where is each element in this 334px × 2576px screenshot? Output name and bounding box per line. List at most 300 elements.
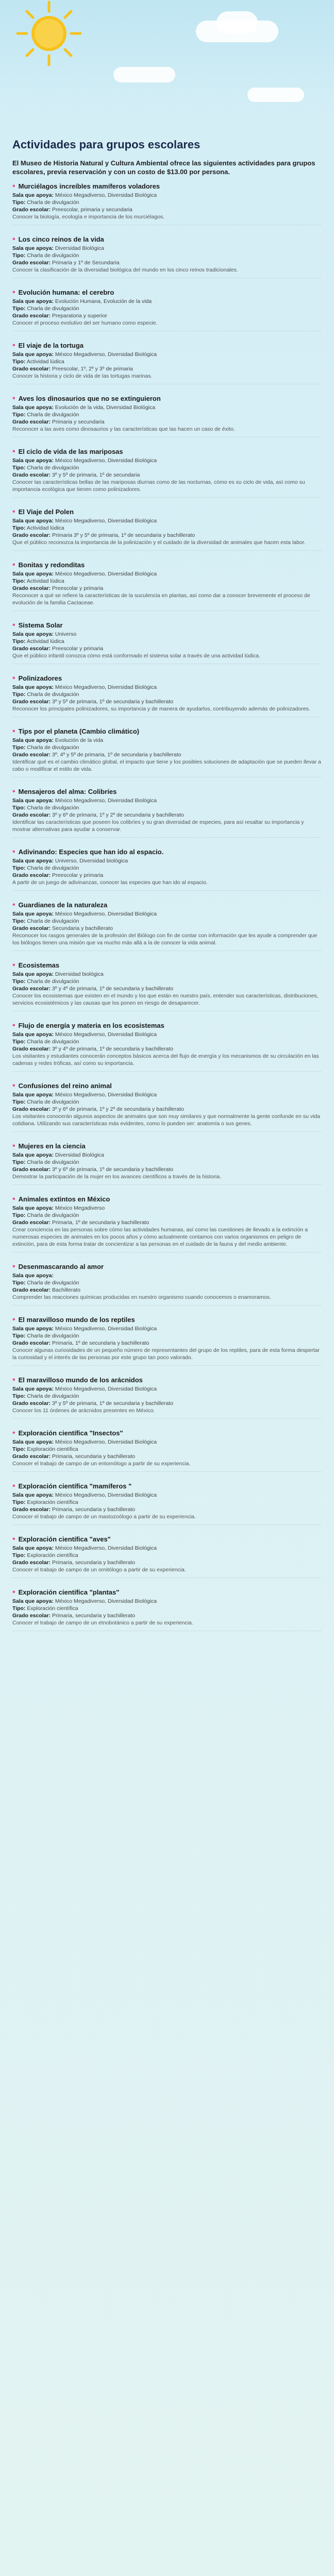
field-label: Tipo:: [12, 1393, 26, 1399]
activity-title-text: Desenmascarando al amor: [18, 1263, 104, 1270]
activity-grado: [12, 585, 322, 592]
activity-grado: [12, 751, 322, 758]
field-label: Sala que apoya:: [12, 1092, 54, 1098]
field-label: Grado escolar:: [12, 1453, 51, 1460]
activity-title: [12, 848, 322, 856]
activity-description: A partir de un juego de adivinanzas, conocer las especies que han ido al espacio.: [12, 879, 208, 886]
field-value: Evolución de la vida, Diversidad Biológica: [55, 404, 156, 411]
field-label: Grado escolar:: [12, 472, 51, 478]
divider: [12, 1365, 322, 1366]
bullet-icon: •: [12, 674, 15, 683]
field-label: Tipo:: [12, 805, 26, 811]
field-value: Primaria y secundaria: [52, 419, 105, 425]
activity-description: Conocer la historia y ciclo de vida de las tortugas marinas.: [12, 373, 153, 379]
field-label: Sala que apoya:: [12, 1205, 54, 1211]
activity-title-text: El ciclo de vida de las mariposas: [18, 448, 123, 455]
field-label: Tipo:: [12, 1159, 26, 1165]
activity-tipo: [12, 918, 322, 925]
field-value: Primaria, 1º de secundaria y bachillerato: [52, 1340, 149, 1346]
field-value: 3º y 4º de primaria, 1º de secundaria y bachillerato: [52, 1046, 174, 1052]
activity-item: [12, 1376, 322, 1419]
field-value: 3º y 5º de primaria, 1º de secundaria y bachillerato: [52, 1400, 174, 1406]
activity-title: [12, 508, 322, 516]
activity-tipo: [12, 865, 322, 872]
activity-title-text: Polinizadores: [18, 674, 62, 682]
activity-description: Conocer la clasificación de la diversidad biológica del mundo en los cinco reinos tradicionales.: [12, 267, 238, 273]
field-value: Actividad lúdica: [26, 359, 64, 365]
bullet-icon: •: [12, 1081, 15, 1090]
field-label: Grado escolar:: [12, 1106, 51, 1112]
activity-title-text: Murciélagos increíbles mamíferos voladores: [18, 182, 160, 190]
sun-icon: [15, 0, 82, 67]
activity-description: Conocer el trabajo de campo de un entomólogo a partir de su experiencia.: [12, 1461, 191, 1467]
activity-tipo: [12, 1279, 322, 1286]
activity-title: [12, 1195, 322, 1203]
activity-sala: [12, 245, 322, 252]
activity-grado: [12, 1453, 322, 1460]
activity-tipo: [12, 524, 322, 532]
field-label: Sala que apoya:: [12, 1031, 54, 1038]
field-label: Grado escolar:: [12, 699, 51, 705]
bullet-icon: •: [12, 1376, 15, 1384]
activity-description: Identificar qué es el cambio climático global, el impacto que tiene y los posibles soluciones de adaptación que se pueden llevar a cabo o modificar el estilo de vida.: [12, 759, 321, 772]
activity-item: [12, 395, 322, 437]
activity-title-text: Confusiones del reino animal: [18, 1082, 112, 1090]
activity-item: [12, 1429, 322, 1472]
activity-title-text: El viaje de la tortuga: [18, 342, 84, 349]
activity-title-text: Guardianes de la naturaleza: [18, 901, 108, 909]
field-label: Tipo:: [12, 1446, 26, 1452]
field-label: Sala que apoya:: [12, 911, 54, 917]
activity-sala: [12, 1438, 322, 1446]
bullet-icon: •: [12, 787, 15, 796]
field-value: México Megadiverso, Diversidad Biológica: [55, 1492, 157, 1498]
activity-sala: [12, 1151, 322, 1159]
field-label: Grado escolar:: [12, 646, 51, 652]
activity-tipo: [12, 1159, 322, 1166]
bullet-icon: •: [12, 1195, 15, 1204]
field-value: Charla de divulgación: [27, 1039, 79, 1045]
activity-tipo: [12, 305, 322, 312]
field-label: Tipo:: [12, 1039, 26, 1045]
activity-tipo: [12, 199, 322, 206]
activity-description: Conocer el trabajo de campo de un etnobotánico a partir de su experiencia.: [12, 1620, 193, 1626]
field-label: Grado escolar:: [12, 925, 51, 931]
activity-title-text: Tips por el planeta (Cambio climático): [18, 727, 140, 735]
activity-grado: [12, 1219, 322, 1226]
activity-item: [12, 961, 322, 1011]
field-label: Tipo:: [12, 1552, 26, 1558]
activity-sala: [12, 192, 322, 199]
activity-grado: [12, 1612, 322, 1619]
field-value: Charla de divulgación: [27, 691, 79, 698]
activity-tipo: [12, 691, 322, 698]
activity-sala: [12, 404, 322, 411]
field-label: Grado escolar:: [12, 872, 51, 878]
activity-grado: [12, 259, 322, 266]
field-value: Evolución Humana, Evolución de la vida: [55, 298, 152, 304]
field-label: Sala que apoya:: [12, 684, 54, 690]
field-value: México Megadiverso, Diversidad Biológica: [55, 1386, 157, 1392]
activity-grado: [12, 811, 322, 819]
activity-title: [12, 727, 322, 735]
divider: [12, 1131, 322, 1132]
field-label: Grado escolar:: [12, 260, 51, 266]
activity-description: Demostrar la participación de la mujer en los avances científicos a través de la historia.: [12, 1174, 222, 1180]
field-label: Grado escolar:: [12, 1340, 51, 1346]
field-value: México Megadiverso: [55, 1205, 105, 1211]
activity-item: [12, 674, 322, 717]
field-value: Primaria, secundaria y bachillerato: [52, 1560, 136, 1566]
field-value: Preparatoria y superior: [52, 313, 107, 319]
activity-item: [12, 508, 322, 551]
divider: [12, 1524, 322, 1525]
activity-title: [12, 621, 322, 629]
field-value: Primaria y 1º de Secundaria: [52, 260, 120, 266]
activity-description: Conocer el trabajo de campo de un ornitólogo a partir de su experiencia.: [12, 1567, 186, 1573]
activity-title-text: Exploración científica "aves": [18, 1535, 111, 1543]
field-value: Charla de divulgación: [27, 978, 79, 985]
activity-title-text: Mujeres en la ciencia: [18, 1142, 86, 1150]
activity-title-text: El Viaje del Polen: [18, 508, 74, 516]
activity-sala: [12, 570, 322, 578]
activity-tipo: [12, 1212, 322, 1219]
field-label: Tipo:: [12, 306, 26, 312]
activity-grado: [12, 985, 322, 992]
field-label: Sala que apoya:: [12, 518, 54, 524]
activity-item: [12, 848, 322, 891]
activity-description: Conocer el trabajo de campo de un mastozoólogo a partir de su experiencia.: [12, 1514, 196, 1520]
activity-title: [12, 961, 322, 969]
activity-item: [12, 1022, 322, 1072]
sky-header: [0, 0, 334, 124]
activity-grado: [12, 1286, 322, 1294]
activity-title: [12, 235, 322, 243]
activity-item: [12, 1316, 322, 1366]
field-value: Charla de divulgación: [27, 1159, 79, 1165]
activity-sala: [12, 1031, 322, 1038]
activity-title: [12, 674, 322, 682]
field-value: Preescolar y primaria: [52, 646, 104, 652]
activity-title-text: Mensajeros del alma: Colibríes: [18, 788, 117, 795]
activity-tipo: [12, 744, 322, 751]
activity-description: Conocer el proceso evolutivo del ser humano como especie.: [12, 320, 158, 326]
divider: [12, 1471, 322, 1472]
bullet-icon: •: [12, 394, 15, 403]
bullet-icon: •: [12, 621, 15, 630]
field-label: Tipo:: [12, 978, 26, 985]
field-value: México Megadiverso, Diversidad Biológica: [55, 1031, 157, 1038]
activity-description: Reconocer a qué se refiere la características de la suculencia en plantas, así como dar a conocer brevemente el proceso de evolución de la familia Cactaceae.: [12, 592, 310, 606]
field-value: México Megadiverso, Diversidad Biológica: [55, 571, 157, 577]
field-label: Tipo:: [12, 1280, 26, 1286]
activity-description: Crear conciencia en las personas sobre cómo las actividades humanas, así como las cuestiones de llevado a la extinción a numerosas especies de animales en los pocos años y cómo actualmente contamos con varios organismos en peligro de extinción, para de esta forma tratar de concientizar a las personas en el cuidado de la fauna y del medio ambiente.: [12, 1227, 308, 1247]
activity-item: [12, 901, 322, 951]
field-label: Tipo:: [12, 1499, 26, 1505]
field-label: Grado escolar:: [12, 1613, 51, 1619]
field-label: Sala que apoya:: [12, 245, 54, 251]
field-label: Sala que apoya:: [12, 1386, 54, 1392]
activity-title-text: Aves los dinosaurios que no se extinguieron: [18, 395, 161, 402]
activity-title: [12, 342, 322, 349]
activity-sala: [12, 737, 322, 744]
activity-grado: [12, 312, 322, 319]
field-value: Universo: [55, 631, 77, 637]
field-value: Preescolar, primaria y secundaria: [52, 207, 132, 213]
activity-description: Conocer los 11 órdenes de arácnidos presentes en México.: [12, 1408, 155, 1414]
bullet-icon: •: [12, 1429, 15, 1437]
activity-title: [12, 1142, 322, 1150]
field-value: 3º y 6º de primaria, 1º de secundaria y bachillerato: [52, 1166, 174, 1173]
activity-sala: [12, 1492, 322, 1499]
bullet-icon: •: [12, 1535, 15, 1544]
field-value: Charla de divulgación: [27, 805, 79, 811]
field-label: Tipo:: [12, 865, 26, 871]
field-label: Grado escolar:: [12, 1287, 51, 1293]
activity-item: [12, 1482, 322, 1525]
activity-title-text: Ecosistemas: [18, 961, 60, 969]
bullet-icon: •: [12, 1588, 15, 1597]
field-label: Grado escolar:: [12, 585, 51, 591]
bullet-icon: •: [12, 901, 15, 909]
main-content: [12, 138, 322, 1641]
cloud-icon: [247, 88, 304, 102]
activity-item: [12, 342, 322, 384]
divider: [12, 837, 322, 838]
field-label: Sala que apoya:: [12, 571, 54, 577]
field-value: Evolución de la vida: [55, 737, 104, 743]
field-label: Sala que apoya:: [12, 192, 54, 198]
field-value: Primaria, secundaria y bachillerato: [52, 1453, 136, 1460]
bullet-icon: •: [12, 848, 15, 856]
activity-grado: [12, 1400, 322, 1407]
activity-item: [12, 1142, 322, 1185]
activity-title-text: Los cinco reinos de la vida: [18, 235, 104, 243]
activity-grado: [12, 698, 322, 705]
activity-description: Reconocer los principales polinizadores, su importancia y de manera de ayudarlos, contribuyendo además de polinizadores.: [12, 706, 310, 712]
activity-item: [12, 788, 322, 838]
field-value: Charla de divulgación: [27, 1393, 79, 1399]
field-label: Tipo:: [12, 691, 26, 698]
activity-grado: [12, 1045, 322, 1053]
bullet-icon: •: [12, 1315, 15, 1324]
activity-sala: [12, 1272, 322, 1279]
activity-description: Identificar las características que poseen los colibríes y su gran diversidad de especies, para así resaltar su importancia y mostrar alternativas para ayudar a conservar.: [12, 819, 304, 833]
divider: [12, 1071, 322, 1072]
activity-tipo: [12, 578, 322, 585]
field-label: Grado escolar:: [12, 532, 51, 538]
activity-tipo: [12, 1446, 322, 1453]
activity-sala: [12, 971, 322, 978]
bullet-icon: •: [12, 182, 15, 191]
activity-grado: [12, 418, 322, 426]
field-label: Tipo:: [12, 918, 26, 924]
activity-tipo: [12, 638, 322, 645]
bullet-icon: •: [12, 288, 15, 297]
activity-description: Los visitantes conocerán algunos aspectos de animales que son muy similares y que normalmente la gente confunde en su vida cotidiana. Utilizando sus características más evidentes, como lo pueden ser: anatomía o sus genes.: [12, 1113, 321, 1127]
bullet-icon: •: [12, 1021, 15, 1030]
activity-title-text: El maravilloso mundo de los reptiles: [18, 1316, 135, 1324]
activity-sala: [12, 684, 322, 691]
activity-tipo: [12, 1552, 322, 1559]
field-value: Charla de divulgación: [27, 1333, 79, 1339]
field-value: México Megadiverso, Diversidad Biológica: [55, 684, 157, 690]
field-label: Grado escolar:: [12, 812, 51, 818]
activity-grado: [12, 1340, 322, 1347]
activity-title-text: El maravilloso mundo de los arácnidos: [18, 1376, 143, 1384]
field-label: Grado escolar:: [12, 419, 51, 425]
bullet-icon: •: [12, 561, 15, 569]
activity-sala: [12, 1545, 322, 1552]
activity-sala: [12, 351, 322, 358]
field-value: Actividad lúdica: [26, 638, 64, 645]
activity-sala: [12, 1091, 322, 1098]
field-value: Preescolar y primaria: [52, 872, 104, 878]
field-value: Preescolar y primaria: [52, 585, 104, 591]
activity-tipo: [12, 1332, 322, 1340]
cloud-icon: [216, 11, 258, 34]
field-value: Exploración científica: [27, 1446, 78, 1452]
field-value: Charla de divulgación: [27, 252, 79, 259]
activity-sala: [12, 1385, 322, 1393]
field-value: México Megadiverso, Diversidad Biológica: [55, 192, 157, 198]
bullet-icon: •: [12, 507, 15, 516]
activity-sala: [12, 1598, 322, 1605]
field-value: Exploración científica: [27, 1605, 78, 1612]
activity-title: [12, 1082, 322, 1090]
activity-title-text: Adivinando: Especies que han ido al espacio.: [18, 848, 164, 856]
activity-sala: [12, 1205, 322, 1212]
field-label: Tipo:: [12, 1605, 26, 1612]
activity-sala: [12, 1325, 322, 1332]
field-label: Grado escolar:: [12, 366, 51, 372]
activity-grado: [12, 471, 322, 479]
bullet-icon: •: [12, 1142, 15, 1150]
field-label: Sala que apoya:: [12, 1152, 54, 1158]
activity-item: [12, 1535, 322, 1578]
activity-item: [12, 621, 322, 664]
field-label: Grado escolar:: [12, 1046, 51, 1052]
activity-grado: [12, 645, 322, 652]
activity-title: [12, 561, 322, 569]
field-value: México Megadiverso, Diversidad Biológica: [55, 798, 157, 804]
field-label: Grado escolar:: [12, 1400, 51, 1406]
field-value: México Megadiverso, Diversidad Biológica: [55, 457, 157, 464]
activity-tipo: [12, 411, 322, 418]
activity-title: [12, 1535, 322, 1543]
field-value: Diversidad biológica: [55, 971, 104, 977]
activity-tipo: [12, 1038, 322, 1045]
activity-grado: [12, 925, 322, 932]
activity-sala: [12, 631, 322, 638]
field-value: 3º y 5º de primaria, 1º de secundaria y bachillerato: [52, 699, 174, 705]
activity-title: [12, 1482, 322, 1490]
field-label: Sala que apoya:: [12, 1492, 54, 1498]
activity-tipo: [12, 1098, 322, 1106]
activity-description: Comprender las reacciones químicas producidas en nuestro organismo cuando conocemos o enamoramos.: [12, 1294, 271, 1300]
field-label: Grado escolar:: [12, 752, 51, 758]
activity-item: [12, 289, 322, 331]
activity-tipo: [12, 252, 322, 259]
field-label: Sala que apoya:: [12, 798, 54, 804]
field-label: Sala que apoya:: [12, 971, 54, 977]
activity-grado: [12, 872, 322, 879]
activity-item: [12, 561, 322, 611]
activity-title: [12, 182, 322, 190]
activity-description: Los visitantes y estudiantes conocerán conceptos básicos acerca del flujo de energía y los mecanismos de su circulación en las cadenas y redes tróficas, así como su importancia.: [12, 1053, 319, 1066]
field-value: México Megadiverso, Diversidad Biológica: [55, 351, 157, 358]
activity-description: Que el público infantil conozca cómo está conformado el sistema solar a través de una actividad lúdica.: [12, 653, 260, 659]
bullet-icon: •: [12, 961, 15, 970]
activity-title: [12, 1316, 322, 1324]
field-label: Sala que apoya:: [12, 1273, 54, 1279]
field-label: Sala que apoya:: [12, 631, 54, 637]
activity-grado: [12, 1506, 322, 1513]
bullet-icon: •: [12, 447, 15, 456]
activity-tipo: [12, 1393, 322, 1400]
field-label: Sala que apoya:: [12, 737, 54, 743]
activity-description: Conocer las características bellas de las mariposas diurnas como de las nocturnas, cómo es su ciclo de vida, así como su importancia ecológica que tienen como polinizadores.: [12, 479, 305, 493]
field-value: México Megadiverso, Diversidad Biológica: [55, 1545, 157, 1551]
activity-sala: [12, 910, 322, 918]
field-value: Charla de divulgación: [27, 865, 79, 871]
activity-item: [12, 1588, 322, 1631]
field-label: Sala que apoya:: [12, 1439, 54, 1445]
activity-item: [12, 1082, 322, 1132]
activity-title: [12, 1429, 322, 1437]
activity-item: [12, 448, 322, 498]
activity-title: [12, 395, 322, 402]
field-value: Primaria, secundaria y bachillerato: [52, 1613, 136, 1619]
field-value: Bachillerato: [52, 1287, 80, 1293]
page-title: Actividades para grupos escolares: [12, 138, 201, 151]
activity-title-text: Exploración científica "plantas": [18, 1588, 120, 1596]
divider: [12, 497, 322, 498]
bullet-icon: •: [12, 1262, 15, 1271]
activity-item: [12, 727, 322, 777]
activity-tipo: [12, 464, 322, 471]
activity-item: [12, 182, 322, 225]
cloud-icon: [113, 67, 175, 82]
activity-item: [12, 235, 322, 278]
activity-sala: [12, 797, 322, 804]
bullet-icon: •: [12, 1482, 15, 1490]
field-value: Charla de divulgación: [27, 744, 79, 751]
field-label: Tipo:: [12, 465, 26, 471]
field-label: Sala que apoya:: [12, 457, 54, 464]
field-value: Charla de divulgación: [27, 1099, 79, 1105]
field-value: 3º y 6º de primaria, 1º y 2º de secundaria y bachillerato: [52, 1106, 184, 1112]
field-value: México Megadiverso, Diversidad Biológica: [55, 518, 157, 524]
activity-title: [12, 1022, 322, 1029]
field-value: Diversidad Biológica: [55, 245, 105, 251]
field-value: Charla de divulgación: [27, 412, 79, 418]
field-value: México Megadiverso, Diversidad Biológica: [55, 1598, 157, 1604]
activity-sala: [12, 517, 322, 524]
activity-tipo: [12, 978, 322, 985]
activity-list: [12, 182, 322, 1631]
activity-title: [12, 448, 322, 455]
field-value: Actividad lúdica: [26, 578, 64, 584]
divider: [12, 550, 322, 551]
activity-title: [12, 1376, 322, 1384]
activity-item: [12, 1195, 322, 1252]
activity-description: Conocer algunas curiosidades de un pequeño número de representantes del grupo de los reptiles, para de esta forma despertar la curiosidad y el interés de las personas por este grupo tan poco valorado.: [12, 1347, 320, 1361]
bullet-icon: •: [12, 727, 15, 736]
field-label: Grado escolar:: [12, 1506, 51, 1513]
field-label: Tipo:: [12, 578, 26, 584]
activity-description: Que el público reconozca la importancia de la polinización y el cuidado de la diversidad de animales que hacen esta labor.: [12, 539, 306, 546]
